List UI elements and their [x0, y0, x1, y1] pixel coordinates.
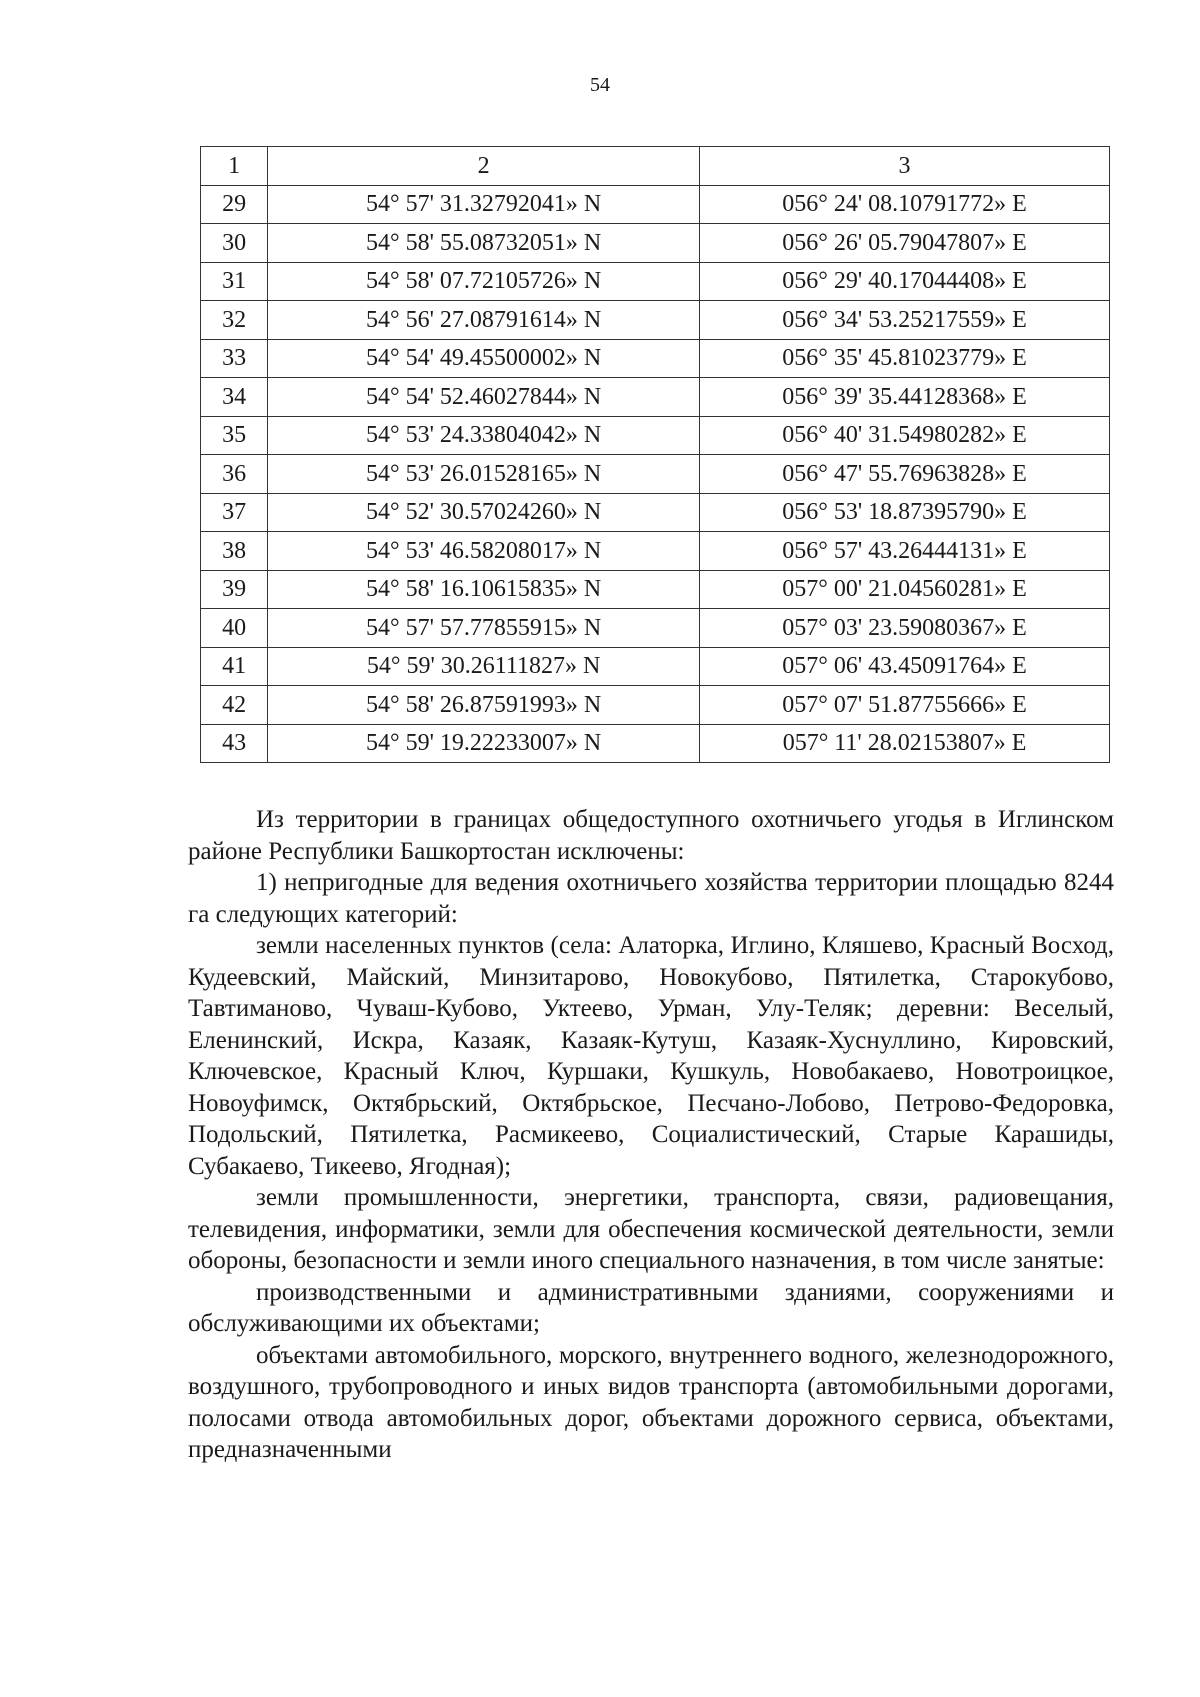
- table-row: [201, 339, 1110, 378]
- table-row: [201, 724, 1110, 763]
- latitude-cell: 54° 59' 30.26111827» N: [268, 647, 700, 686]
- longitude-cell: 056° 34' 53.25217559» E: [700, 301, 1110, 340]
- paragraph-industrial-lands: земли промышленности, энергетики, транспорта, связи, радиовещания, телевидения, информатики, земли для обеспечения космической деятельности, земли обороны, безопасности и земли иного специального назначения, в том числе занятые:: [188, 1184, 1114, 1274]
- longitude-cell: 056° 53' 18.87395790» E: [700, 493, 1110, 532]
- latitude-cell: 54° 59' 19.22233007» N: [268, 724, 700, 763]
- point-number-cell: 36: [201, 455, 268, 494]
- longitude-cell: 056° 57' 43.26444131» E: [700, 532, 1110, 571]
- latitude-cell: 54° 58' 26.87591993» N: [268, 686, 700, 725]
- point-number-cell: 39: [201, 570, 268, 609]
- latitude-cell: 54° 54' 52.46027844» N: [268, 378, 700, 417]
- longitude-cell: 057° 03' 23.59080367» E: [700, 609, 1110, 648]
- longitude-cell: 056° 35' 45.81023779» E: [700, 339, 1110, 378]
- point-number-cell: 41: [201, 647, 268, 686]
- point-number-cell: 32: [201, 301, 268, 340]
- table-row: [201, 647, 1110, 686]
- longitude-cell: 057° 07' 51.87755666» E: [700, 686, 1110, 725]
- point-number-cell: 33: [201, 339, 268, 378]
- point-number-cell: 37: [201, 493, 268, 532]
- table-row: [201, 570, 1110, 609]
- latitude-cell: 54° 56' 27.08791614» N: [268, 301, 700, 340]
- point-number-cell: 43: [201, 724, 268, 763]
- latitude-cell: 54° 53' 26.01528165» N: [268, 455, 700, 494]
- table-row: [201, 686, 1110, 725]
- table-row: [201, 378, 1110, 417]
- longitude-cell: 057° 00' 21.04560281» E: [700, 570, 1110, 609]
- table-row: [201, 532, 1110, 571]
- latitude-cell: 54° 52' 30.57024260» N: [268, 493, 700, 532]
- latitude-cell: 54° 57' 57.77855915» N: [268, 609, 700, 648]
- latitude-cell: 54° 57' 31.32792041» N: [268, 185, 700, 224]
- page-number: 54: [590, 74, 610, 96]
- table-row: [201, 493, 1110, 532]
- longitude-cell: 056° 24' 08.10791772» E: [700, 185, 1110, 224]
- latitude-cell: 54° 54' 49.45500002» N: [268, 339, 700, 378]
- point-number-cell: 30: [201, 224, 268, 263]
- table-row: [201, 416, 1110, 455]
- point-number-cell: 38: [201, 532, 268, 571]
- point-number-cell: 40: [201, 609, 268, 648]
- latitude-cell: 54° 58' 16.10615835» N: [268, 570, 700, 609]
- header-cell: 1: [201, 147, 268, 186]
- table-row: [201, 455, 1110, 494]
- paragraph-settlements: земли населенных пунктов (села: Алаторка, Иглино, Кляшево, Красный Восход, Кудеевский, Майский, Минзитарово, Новокубово, Пятилетка, Старокубово, Тавтиманово, Чуваш-Кубово, Уктеево, Урман, Улу-Теляк; деревни: Веселый, Еленинский, Искра, Казаяк, Казаяк-Кутуш, Казаяк-Хуснуллино, Кировский, Ключевское, Красный Ключ, Куршаки, Кушкуль, Новобакаево, Новотроицкое, Новоуфимск, Октябрьский, Октябрьское, Песчано-Лобово, Петрово-Федоровка, Подольский, Пятилетка, Расмикеево, Социалистический, Старые Карашиды, Субакаево, Тикеево, Ягодная);: [188, 932, 1114, 1180]
- point-number-cell: 29: [201, 185, 268, 224]
- body-text: [188, 804, 1114, 1466]
- paragraph-transport: объектами автомобильного, морского, внутреннего водного, железнодорожного, воздушного, трубопроводного и иных видов транспорта (автомобильными дорогами, полосами отвода автомобильных дорог, объектами дорожного сервиса, объектами, предназначенными: [188, 1341, 1114, 1463]
- point-number-cell: 35: [201, 416, 268, 455]
- point-number-cell: 34: [201, 378, 268, 417]
- coordinates-table: [200, 146, 1110, 763]
- latitude-cell: 54° 53' 24.33804042» N: [268, 416, 700, 455]
- latitude-cell: 54° 58' 07.72105726» N: [268, 262, 700, 301]
- table-header-row: [201, 147, 1110, 186]
- paragraph-item-1: 1) непригодные для ведения охотничьего хозяйства территории площадью 8244 га следующих категорий:: [188, 869, 1114, 928]
- table-row: [201, 301, 1110, 340]
- table-row: [201, 224, 1110, 263]
- table-row: [201, 609, 1110, 648]
- latitude-cell: 54° 58' 55.08732051» N: [268, 224, 700, 263]
- longitude-cell: 057° 11' 28.02153807» E: [700, 724, 1110, 763]
- longitude-cell: 056° 29' 40.17044408» E: [700, 262, 1110, 301]
- header-cell: 2: [268, 147, 700, 186]
- table-row: [201, 262, 1110, 301]
- point-number-cell: 42: [201, 686, 268, 725]
- longitude-cell: 057° 06' 43.45091764» E: [700, 647, 1110, 686]
- table-row: [201, 185, 1110, 224]
- latitude-cell: 54° 53' 46.58208017» N: [268, 532, 700, 571]
- longitude-cell: 056° 40' 31.54980282» E: [700, 416, 1110, 455]
- paragraph-intro: Из территории в границах общедоступного охотничьего угодья в Иглинском районе Республики Башкортостан исключены:: [188, 806, 1114, 865]
- paragraph-buildings: производственными и административными зданиями, сооружениями и обслуживающими их объектами;: [188, 1278, 1114, 1337]
- longitude-cell: 056° 47' 55.76963828» E: [700, 455, 1110, 494]
- longitude-cell: 056° 39' 35.44128368» E: [700, 378, 1110, 417]
- point-number-cell: 31: [201, 262, 268, 301]
- longitude-cell: 056° 26' 05.79047807» E: [700, 224, 1110, 263]
- header-cell: 3: [700, 147, 1110, 186]
